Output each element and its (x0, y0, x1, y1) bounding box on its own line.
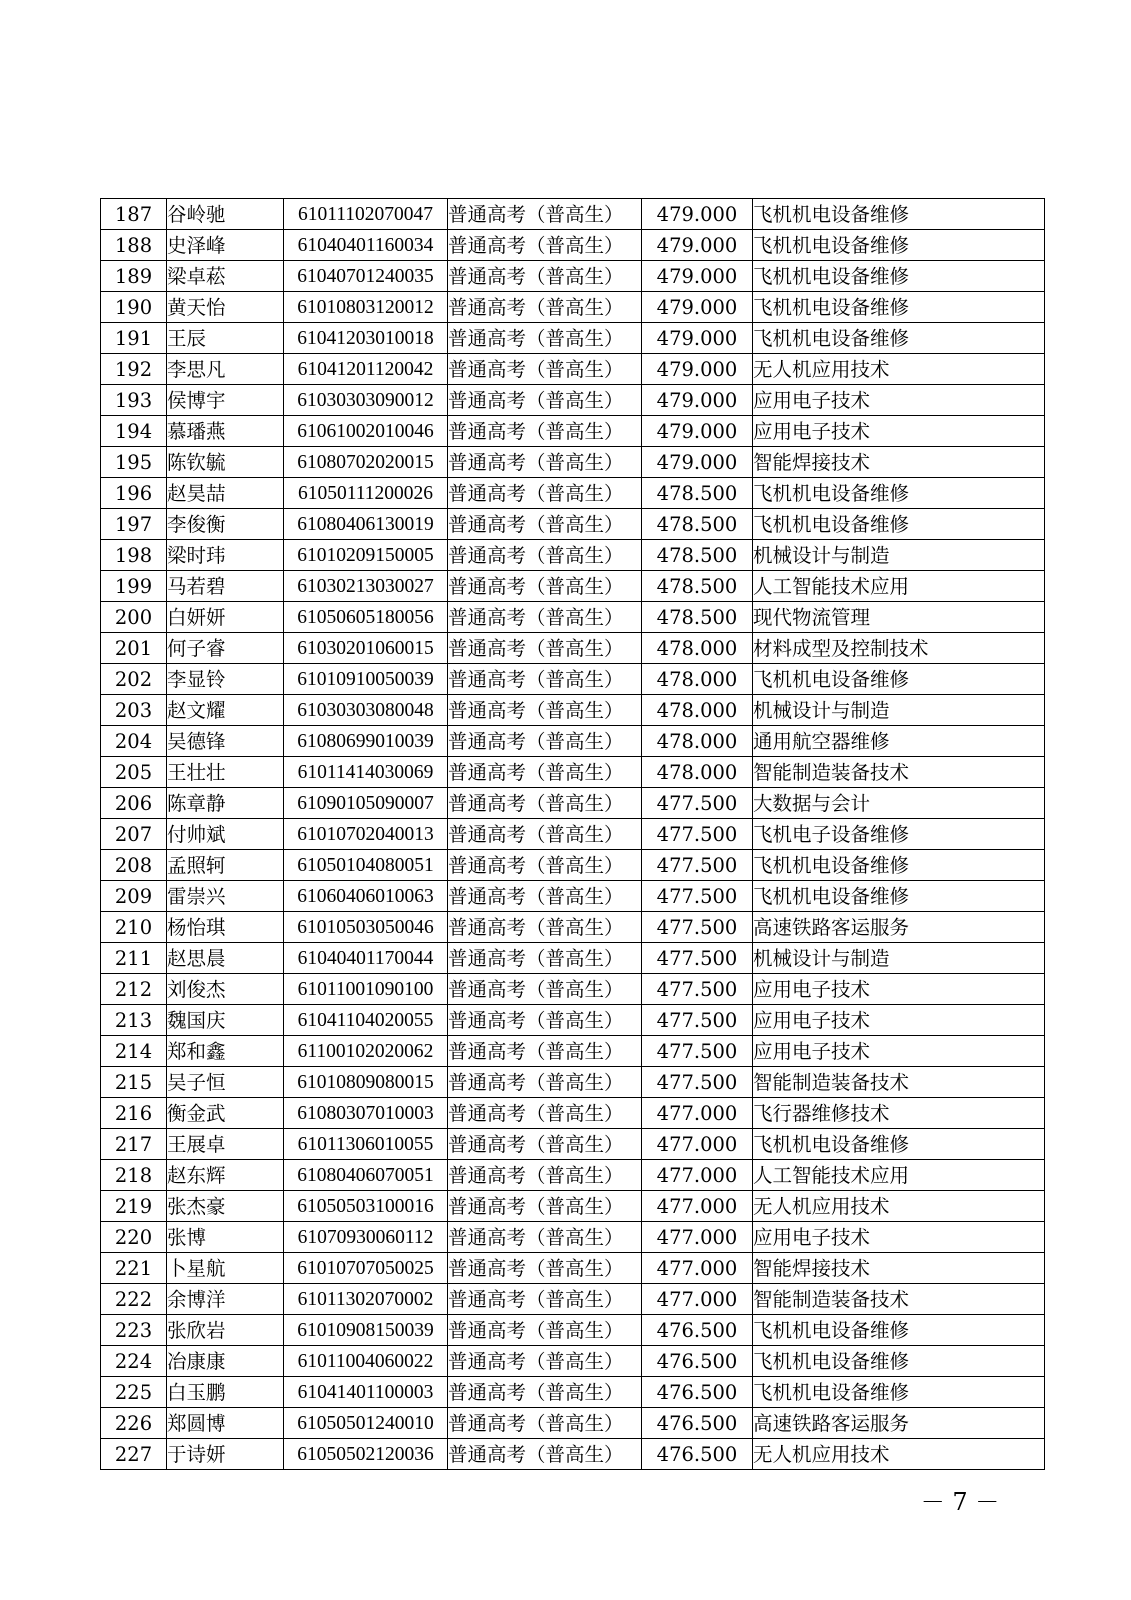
admission-type-cell: 普通高考（普高生） (448, 1067, 642, 1098)
row-number-cell: 221 (101, 1253, 167, 1284)
admission-type-cell: 普通高考（普高生） (448, 1439, 642, 1470)
table-row (101, 1315, 1045, 1346)
table-row (101, 881, 1045, 912)
major-cell: 机械设计与制造 (753, 695, 1045, 726)
admission-type-cell: 普通高考（普高生） (448, 416, 642, 447)
table-row (101, 292, 1045, 323)
table-row (101, 1222, 1045, 1253)
exam-id-cell: 61080699010039 (284, 726, 448, 757)
table-row (101, 819, 1045, 850)
row-number-cell: 187 (101, 199, 167, 230)
student-name-cell: 陈钦毓 (167, 447, 284, 478)
admission-type-cell: 普通高考（普高生） (448, 1253, 642, 1284)
admission-type-cell: 普通高考（普高生） (448, 633, 642, 664)
row-number-cell: 204 (101, 726, 167, 757)
admission-type-cell: 普通高考（普高生） (448, 199, 642, 230)
table-row (101, 261, 1045, 292)
major-cell: 人工智能技术应用 (753, 1160, 1045, 1191)
admission-type-cell: 普通高考（普高生） (448, 1036, 642, 1067)
score-cell: 478.000 (642, 664, 753, 695)
row-number-cell: 209 (101, 881, 167, 912)
table-row (101, 757, 1045, 788)
score-cell: 479.000 (642, 447, 753, 478)
student-name-cell: 梁卓菘 (167, 261, 284, 292)
exam-id-cell: 61090105090007 (284, 788, 448, 819)
score-cell: 477.500 (642, 1067, 753, 1098)
major-cell: 高速铁路客运服务 (753, 912, 1045, 943)
score-cell: 478.500 (642, 478, 753, 509)
table-row (101, 230, 1045, 261)
row-number-cell: 216 (101, 1098, 167, 1129)
major-cell: 应用电子技术 (753, 974, 1045, 1005)
score-cell: 478.000 (642, 633, 753, 664)
row-number-cell: 196 (101, 478, 167, 509)
table-row (101, 664, 1045, 695)
exam-id-cell: 61041203010018 (284, 323, 448, 354)
admission-type-cell: 普通高考（普高生） (448, 943, 642, 974)
row-number-cell: 210 (101, 912, 167, 943)
exam-id-cell: 61040701240035 (284, 261, 448, 292)
student-name-cell: 卜星航 (167, 1253, 284, 1284)
row-number-cell: 223 (101, 1315, 167, 1346)
table-row (101, 850, 1045, 881)
major-cell: 智能制造装备技术 (753, 1067, 1045, 1098)
exam-id-cell: 61041104020055 (284, 1005, 448, 1036)
row-number-cell: 218 (101, 1160, 167, 1191)
row-number-cell: 219 (101, 1191, 167, 1222)
major-cell: 飞机机电设备维修 (753, 881, 1045, 912)
score-cell: 479.000 (642, 292, 753, 323)
admission-table (100, 198, 1045, 1470)
exam-id-cell: 61050111200026 (284, 478, 448, 509)
row-number-cell: 201 (101, 633, 167, 664)
major-cell: 飞机机电设备维修 (753, 1129, 1045, 1160)
major-cell: 机械设计与制造 (753, 943, 1045, 974)
major-cell: 现代物流管理 (753, 602, 1045, 633)
admission-type-cell: 普通高考（普高生） (448, 1222, 642, 1253)
major-cell: 通用航空器维修 (753, 726, 1045, 757)
student-name-cell: 梁时玮 (167, 540, 284, 571)
table-row (101, 540, 1045, 571)
admission-type-cell: 普通高考（普高生） (448, 385, 642, 416)
table-row (101, 571, 1045, 602)
major-cell: 大数据与会计 (753, 788, 1045, 819)
exam-id-cell: 61060406010063 (284, 881, 448, 912)
row-number-cell: 226 (101, 1408, 167, 1439)
score-cell: 477.500 (642, 881, 753, 912)
table-row (101, 695, 1045, 726)
row-number-cell: 211 (101, 943, 167, 974)
score-cell: 476.500 (642, 1439, 753, 1470)
exam-id-cell: 61011102070047 (284, 199, 448, 230)
row-number-cell: 205 (101, 757, 167, 788)
score-cell: 477.500 (642, 943, 753, 974)
score-cell: 476.500 (642, 1346, 753, 1377)
score-cell: 478.000 (642, 695, 753, 726)
major-cell: 材料成型及控制技术 (753, 633, 1045, 664)
student-name-cell: 黄天怡 (167, 292, 284, 323)
student-name-cell: 王展卓 (167, 1129, 284, 1160)
exam-id-cell: 61010503050046 (284, 912, 448, 943)
exam-id-cell: 61080406070051 (284, 1160, 448, 1191)
score-cell: 476.500 (642, 1377, 753, 1408)
major-cell: 飞机机电设备维修 (753, 230, 1045, 261)
exam-id-cell: 61010803120012 (284, 292, 448, 323)
admission-type-cell: 普通高考（普高生） (448, 664, 642, 695)
score-cell: 477.000 (642, 1191, 753, 1222)
row-number-cell: 188 (101, 230, 167, 261)
student-name-cell: 马若碧 (167, 571, 284, 602)
admission-type-cell: 普通高考（普高生） (448, 1377, 642, 1408)
student-name-cell: 于诗妍 (167, 1439, 284, 1470)
row-number-cell: 194 (101, 416, 167, 447)
admission-type-cell: 普通高考（普高生） (448, 1160, 642, 1191)
admission-type-cell: 普通高考（普高生） (448, 602, 642, 633)
major-cell: 飞行器维修技术 (753, 1098, 1045, 1129)
score-cell: 476.500 (642, 1408, 753, 1439)
row-number-cell: 225 (101, 1377, 167, 1408)
score-cell: 477.500 (642, 819, 753, 850)
table-row (101, 1377, 1045, 1408)
major-cell: 智能焊接技术 (753, 1253, 1045, 1284)
student-name-cell: 李俊衡 (167, 509, 284, 540)
table-row (101, 1408, 1045, 1439)
major-cell: 飞机机电设备维修 (753, 664, 1045, 695)
table-row (101, 385, 1045, 416)
row-number-cell: 208 (101, 850, 167, 881)
score-cell: 477.500 (642, 1005, 753, 1036)
score-cell: 479.000 (642, 354, 753, 385)
student-name-cell: 赵昊喆 (167, 478, 284, 509)
score-cell: 477.000 (642, 1284, 753, 1315)
admission-type-cell: 普通高考（普高生） (448, 478, 642, 509)
exam-id-cell: 61080307010003 (284, 1098, 448, 1129)
score-cell: 477.500 (642, 1036, 753, 1067)
major-cell: 飞机机电设备维修 (753, 478, 1045, 509)
table-row (101, 1005, 1045, 1036)
page-number: － 7 － (920, 1488, 1000, 1516)
admission-type-cell: 普通高考（普高生） (448, 1129, 642, 1160)
major-cell: 应用电子技术 (753, 385, 1045, 416)
row-number-cell: 193 (101, 385, 167, 416)
major-cell: 无人机应用技术 (753, 354, 1045, 385)
row-number-cell: 199 (101, 571, 167, 602)
exam-id-cell: 61010707050025 (284, 1253, 448, 1284)
major-cell: 智能制造装备技术 (753, 757, 1045, 788)
score-cell: 477.000 (642, 1160, 753, 1191)
exam-id-cell: 61061002010046 (284, 416, 448, 447)
admission-type-cell: 普通高考（普高生） (448, 1408, 642, 1439)
table-row (101, 912, 1045, 943)
student-name-cell: 赵东辉 (167, 1160, 284, 1191)
score-cell: 479.000 (642, 199, 753, 230)
major-cell: 飞机电子设备维修 (753, 819, 1045, 850)
student-name-cell: 吴子恒 (167, 1067, 284, 1098)
row-number-cell: 189 (101, 261, 167, 292)
table-row (101, 1067, 1045, 1098)
exam-id-cell: 61070930060112 (284, 1222, 448, 1253)
score-cell: 478.500 (642, 571, 753, 602)
student-name-cell: 张博 (167, 1222, 284, 1253)
student-name-cell: 白玉鹏 (167, 1377, 284, 1408)
row-number-cell: 215 (101, 1067, 167, 1098)
student-name-cell: 李显铃 (167, 664, 284, 695)
exam-id-cell: 61040401170044 (284, 943, 448, 974)
table-row (101, 354, 1045, 385)
table-row (101, 416, 1045, 447)
table-row (101, 788, 1045, 819)
major-cell: 飞机机电设备维修 (753, 323, 1045, 354)
admission-type-cell: 普通高考（普高生） (448, 292, 642, 323)
score-cell: 478.000 (642, 757, 753, 788)
row-number-cell: 220 (101, 1222, 167, 1253)
student-name-cell: 付帅斌 (167, 819, 284, 850)
exam-id-cell: 61050503100016 (284, 1191, 448, 1222)
major-cell: 飞机机电设备维修 (753, 1377, 1045, 1408)
student-name-cell: 刘俊杰 (167, 974, 284, 1005)
major-cell: 飞机机电设备维修 (753, 850, 1045, 881)
admission-type-cell: 普通高考（普高生） (448, 447, 642, 478)
score-cell: 478.500 (642, 540, 753, 571)
score-cell: 479.000 (642, 261, 753, 292)
exam-id-cell: 61010910050039 (284, 664, 448, 695)
exam-id-cell: 61050605180056 (284, 602, 448, 633)
exam-id-cell: 61030303080048 (284, 695, 448, 726)
student-name-cell: 赵文耀 (167, 695, 284, 726)
row-number-cell: 214 (101, 1036, 167, 1067)
score-cell: 478.000 (642, 726, 753, 757)
admission-type-cell: 普通高考（普高生） (448, 850, 642, 881)
table-row (101, 509, 1045, 540)
major-cell: 无人机应用技术 (753, 1439, 1045, 1470)
score-cell: 479.000 (642, 230, 753, 261)
score-cell: 477.500 (642, 912, 753, 943)
exam-id-cell: 61011001090100 (284, 974, 448, 1005)
score-cell: 476.500 (642, 1315, 753, 1346)
table-row (101, 633, 1045, 664)
major-cell: 飞机机电设备维修 (753, 261, 1045, 292)
table-row (101, 1129, 1045, 1160)
row-number-cell: 195 (101, 447, 167, 478)
table-row (101, 199, 1045, 230)
score-cell: 478.500 (642, 509, 753, 540)
major-cell: 飞机机电设备维修 (753, 292, 1045, 323)
admission-type-cell: 普通高考（普高生） (448, 1346, 642, 1377)
student-name-cell: 杨怡琪 (167, 912, 284, 943)
exam-id-cell: 61030213030027 (284, 571, 448, 602)
row-number-cell: 197 (101, 509, 167, 540)
admission-type-cell: 普通高考（普高生） (448, 1191, 642, 1222)
score-cell: 478.500 (642, 602, 753, 633)
exam-id-cell: 61011302070002 (284, 1284, 448, 1315)
exam-id-cell: 61010702040013 (284, 819, 448, 850)
admission-type-cell: 普通高考（普高生） (448, 540, 642, 571)
admission-type-cell: 普通高考（普高生） (448, 757, 642, 788)
exam-id-cell: 61080406130019 (284, 509, 448, 540)
student-name-cell: 李思凡 (167, 354, 284, 385)
table-row (101, 1346, 1045, 1377)
major-cell: 飞机机电设备维修 (753, 1346, 1045, 1377)
exam-id-cell: 61050104080051 (284, 850, 448, 881)
admission-type-cell: 普通高考（普高生） (448, 1005, 642, 1036)
score-cell: 477.500 (642, 850, 753, 881)
student-name-cell: 谷岭驰 (167, 199, 284, 230)
table-row (101, 1160, 1045, 1191)
admission-table-body (101, 199, 1045, 1470)
admission-type-cell: 普通高考（普高生） (448, 726, 642, 757)
score-cell: 477.000 (642, 1253, 753, 1284)
major-cell: 人工智能技术应用 (753, 571, 1045, 602)
exam-id-cell: 61041401100003 (284, 1377, 448, 1408)
student-name-cell: 张杰豪 (167, 1191, 284, 1222)
admission-type-cell: 普通高考（普高生） (448, 881, 642, 912)
student-name-cell: 陈章静 (167, 788, 284, 819)
student-name-cell: 张欣岩 (167, 1315, 284, 1346)
row-number-cell: 227 (101, 1439, 167, 1470)
major-cell: 飞机机电设备维修 (753, 1315, 1045, 1346)
admission-type-cell: 普通高考（普高生） (448, 695, 642, 726)
score-cell: 479.000 (642, 323, 753, 354)
table-row (101, 1036, 1045, 1067)
student-name-cell: 王辰 (167, 323, 284, 354)
admission-type-cell: 普通高考（普高生） (448, 509, 642, 540)
admission-type-cell: 普通高考（普高生） (448, 974, 642, 1005)
major-cell: 应用电子技术 (753, 1005, 1045, 1036)
admission-type-cell: 普通高考（普高生） (448, 1098, 642, 1129)
student-name-cell: 冶康康 (167, 1346, 284, 1377)
row-number-cell: 213 (101, 1005, 167, 1036)
score-cell: 477.000 (642, 1098, 753, 1129)
admission-list-sheet (100, 198, 1044, 1470)
student-name-cell: 余博洋 (167, 1284, 284, 1315)
student-name-cell: 侯博宇 (167, 385, 284, 416)
row-number-cell: 212 (101, 974, 167, 1005)
admission-type-cell: 普通高考（普高生） (448, 788, 642, 819)
admission-type-cell: 普通高考（普高生） (448, 261, 642, 292)
student-name-cell: 衡金武 (167, 1098, 284, 1129)
table-row (101, 1439, 1045, 1470)
major-cell: 无人机应用技术 (753, 1191, 1045, 1222)
admission-type-cell: 普通高考（普高生） (448, 1315, 642, 1346)
row-number-cell: 202 (101, 664, 167, 695)
score-cell: 477.500 (642, 788, 753, 819)
score-cell: 479.000 (642, 416, 753, 447)
exam-id-cell: 61011004060022 (284, 1346, 448, 1377)
exam-id-cell: 61050501240010 (284, 1408, 448, 1439)
row-number-cell: 206 (101, 788, 167, 819)
exam-id-cell: 61010908150039 (284, 1315, 448, 1346)
admission-type-cell: 普通高考（普高生） (448, 912, 642, 943)
exam-id-cell: 61050502120036 (284, 1439, 448, 1470)
exam-id-cell: 61010809080015 (284, 1067, 448, 1098)
exam-id-cell: 61080702020015 (284, 447, 448, 478)
major-cell: 智能制造装备技术 (753, 1284, 1045, 1315)
table-row (101, 1098, 1045, 1129)
exam-id-cell: 61011306010055 (284, 1129, 448, 1160)
student-name-cell: 魏国庆 (167, 1005, 284, 1036)
student-name-cell: 郑和鑫 (167, 1036, 284, 1067)
major-cell: 应用电子技术 (753, 416, 1045, 447)
table-row (101, 943, 1045, 974)
row-number-cell: 200 (101, 602, 167, 633)
score-cell: 477.000 (642, 1129, 753, 1160)
row-number-cell: 190 (101, 292, 167, 323)
score-cell: 477.500 (642, 974, 753, 1005)
major-cell: 应用电子技术 (753, 1036, 1045, 1067)
exam-id-cell: 61030303090012 (284, 385, 448, 416)
row-number-cell: 203 (101, 695, 167, 726)
row-number-cell: 192 (101, 354, 167, 385)
admission-type-cell: 普通高考（普高生） (448, 819, 642, 850)
exam-id-cell: 61010209150005 (284, 540, 448, 571)
row-number-cell: 198 (101, 540, 167, 571)
major-cell: 机械设计与制造 (753, 540, 1045, 571)
row-number-cell: 222 (101, 1284, 167, 1315)
exam-id-cell: 61040401160034 (284, 230, 448, 261)
admission-type-cell: 普通高考（普高生） (448, 354, 642, 385)
student-name-cell: 孟照轲 (167, 850, 284, 881)
exam-id-cell: 61011414030069 (284, 757, 448, 788)
student-name-cell: 赵思晨 (167, 943, 284, 974)
admission-type-cell: 普通高考（普高生） (448, 230, 642, 261)
table-row (101, 478, 1045, 509)
table-row (101, 1284, 1045, 1315)
exam-id-cell: 61030201060015 (284, 633, 448, 664)
exam-id-cell: 61041201120042 (284, 354, 448, 385)
table-row (101, 726, 1045, 757)
major-cell: 智能焊接技术 (753, 447, 1045, 478)
major-cell: 应用电子技术 (753, 1222, 1045, 1253)
score-cell: 477.000 (642, 1222, 753, 1253)
student-name-cell: 吴德锋 (167, 726, 284, 757)
student-name-cell: 郑圆博 (167, 1408, 284, 1439)
student-name-cell: 史泽峰 (167, 230, 284, 261)
exam-id-cell: 61100102020062 (284, 1036, 448, 1067)
table-row (101, 602, 1045, 633)
admission-type-cell: 普通高考（普高生） (448, 1284, 642, 1315)
row-number-cell: 217 (101, 1129, 167, 1160)
row-number-cell: 224 (101, 1346, 167, 1377)
table-row (101, 1191, 1045, 1222)
table-row (101, 447, 1045, 478)
student-name-cell: 雷崇兴 (167, 881, 284, 912)
student-name-cell: 王壮壮 (167, 757, 284, 788)
table-row (101, 323, 1045, 354)
row-number-cell: 207 (101, 819, 167, 850)
table-row (101, 974, 1045, 1005)
student-name-cell: 慕璠燕 (167, 416, 284, 447)
major-cell: 飞机机电设备维修 (753, 509, 1045, 540)
table-row (101, 1253, 1045, 1284)
student-name-cell: 白妍妍 (167, 602, 284, 633)
major-cell: 高速铁路客运服务 (753, 1408, 1045, 1439)
admission-type-cell: 普通高考（普高生） (448, 323, 642, 354)
student-name-cell: 何子睿 (167, 633, 284, 664)
score-cell: 479.000 (642, 385, 753, 416)
admission-type-cell: 普通高考（普高生） (448, 571, 642, 602)
row-number-cell: 191 (101, 323, 167, 354)
major-cell: 飞机机电设备维修 (753, 199, 1045, 230)
